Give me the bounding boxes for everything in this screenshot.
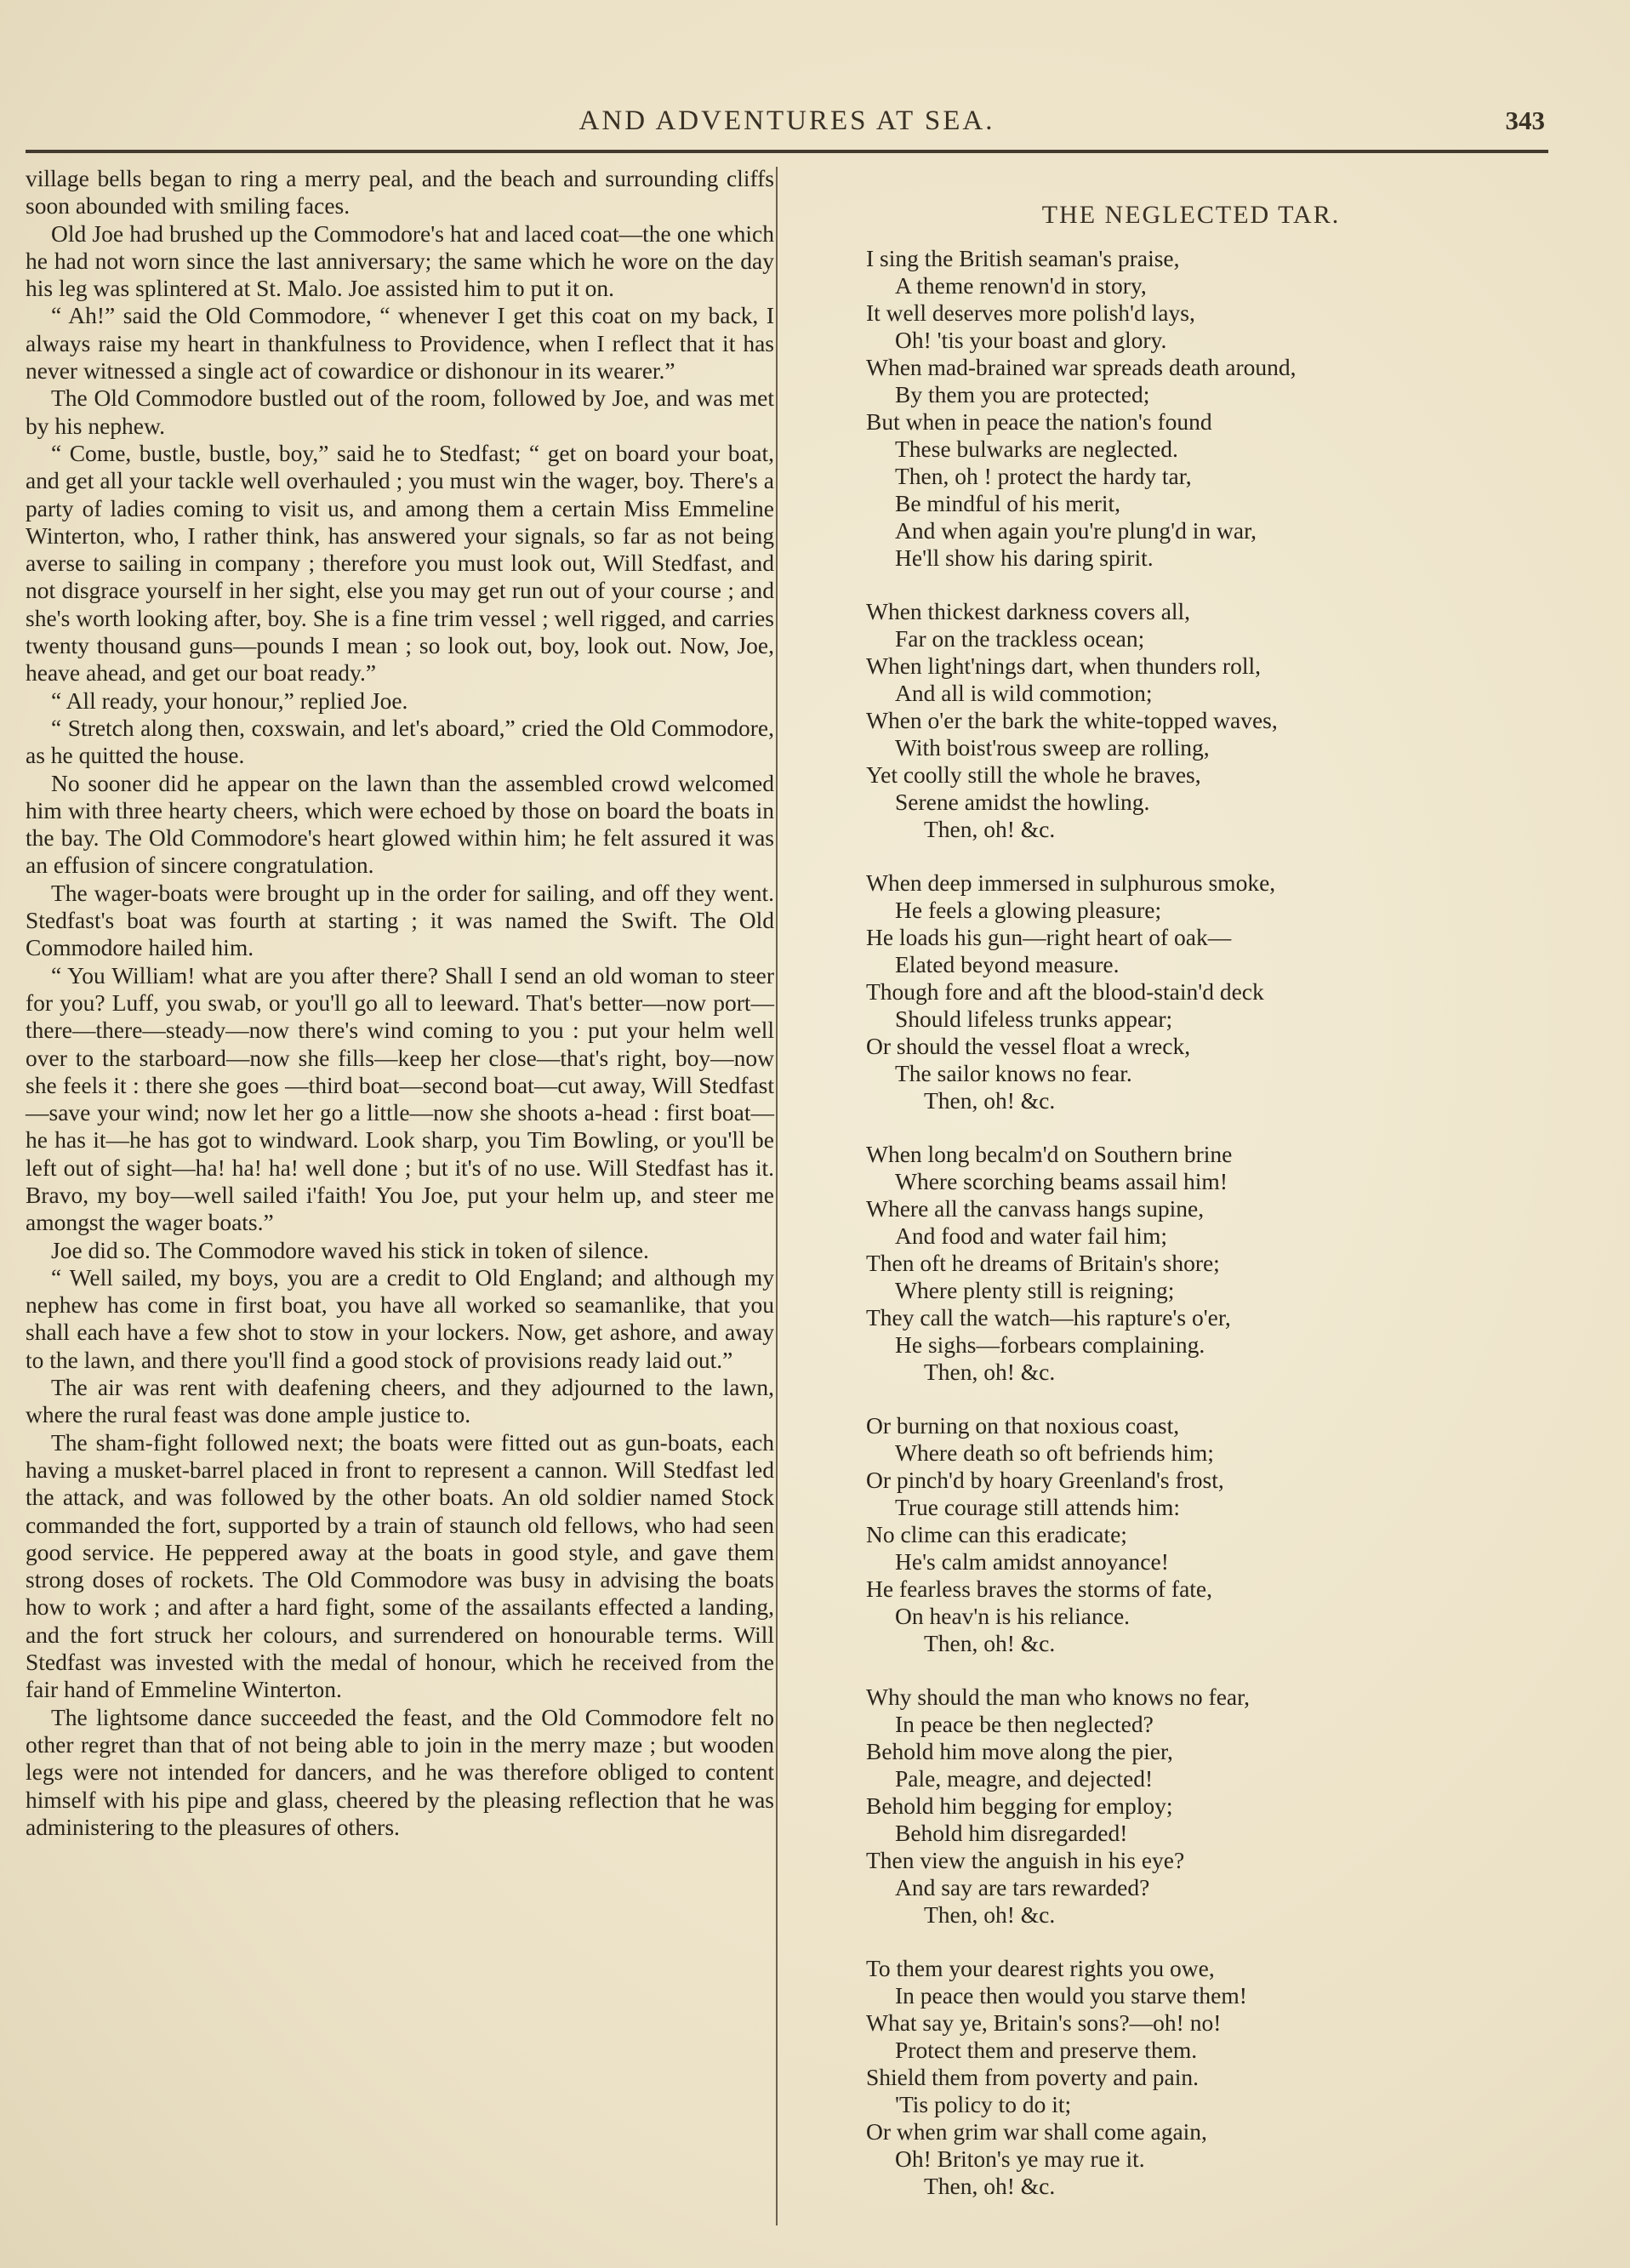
poem-line: 'Tis policy to do it; [895, 2091, 1072, 2117]
paragraph: village bells began to ring a merry peal, and the beach and surrounding cliffs soon abounded with smiling faces. [26, 165, 774, 219]
poem-line: And food and water fail him; [895, 1222, 1167, 1249]
poem-line: These bulwarks are neglected. [895, 436, 1178, 462]
poem-line: Where plenty still is reigning; [895, 1277, 1175, 1303]
poem-line: And say are tars rewarded? [895, 1874, 1150, 1900]
paragraph: The Old Commodore bustled out of the room, followed by Joe, and was met by his nephew. [26, 385, 774, 439]
poem-line: Then, oh! &c. [924, 1087, 1056, 1114]
paragraph: “ Well sailed, my boys, you are a credit to Old England; and although my nephew has come in first boat, you have all worked so seamanlike, that you shall each have a few shot to stow in your lockers. Now, get ashore, and away to the lawn, and there you'll find a good stock of provisions ready laid out.” [26, 1263, 774, 1373]
poem-line: Where all the canvass hangs supine, [866, 1195, 1205, 1222]
poem-line: And all is wild commotion; [895, 680, 1153, 706]
poem-line: To them your dearest rights you owe, [866, 1955, 1215, 1981]
poem-line: Or when grim war shall come again, [866, 2118, 1207, 2145]
poem-line: Elated beyond measure. [895, 951, 1120, 977]
poem-line: Behold him move along the pier, [866, 1738, 1173, 1764]
poem-line: When thickest darkness covers all, [866, 598, 1191, 624]
poem-line: Oh! Briton's ye may rue it. [895, 2145, 1145, 2172]
poem-line: In peace then would you starve them! [895, 1982, 1247, 2009]
poem-line: On heav'n is his reliance. [895, 1603, 1131, 1629]
poem-line: The sailor knows no fear. [895, 1060, 1132, 1086]
poem-line: True courage still attends him: [895, 1494, 1181, 1520]
poem-line: Where death so oft befriends him; [895, 1439, 1214, 1466]
poem-line: When deep immersed in sulphurous smoke, [866, 869, 1276, 896]
poem-line: Then, oh! &c. [924, 1630, 1056, 1656]
poem-line: In peace be then neglected? [895, 1711, 1154, 1737]
poem-line: Should lifeless trunks appear; [895, 1006, 1173, 1032]
paragraph: The sham-fight followed next; the boats were fitted out as gun-boats, each having a musket-barrel placed in front to represent a cannon. Will Stedfast led the attack, and was followed by the other boats. An old soldier named Stock commanded the fort, supported by a train of staunch old fellows, who had seen good service. He peppered away at the boats in good style, and gave them strong doses of rockets. The Old Commodore was busy in advising the boats how to work ; and after a hard fight, some of the assailants effected a landing, and the fort struck her colours, and surrendered on honourable terms. Will Stedfast was invested with the medal of honour, which he received from the fair hand of Emmeline Winterton. [26, 1428, 774, 1703]
poem-line: When light'nings dart, when thunders roll, [866, 652, 1261, 679]
poem-line: He loads his gun—right heart of oak— [866, 924, 1232, 950]
poem-stanza [866, 1684, 1564, 1929]
poem-line: I sing the British seaman's praise, [866, 245, 1180, 271]
poem-stanza [866, 1955, 1564, 2200]
poem-stanza [866, 598, 1564, 843]
poem-line: And when again you're plung'd in war, [895, 517, 1257, 544]
poem-line: Pale, meagre, and dejected! [895, 1765, 1154, 1792]
poem-line: Where scorching beams assail him! [895, 1168, 1228, 1194]
poem-stanza [866, 245, 1564, 572]
poem-line: Or should the vessel float a wreck, [866, 1033, 1191, 1059]
running-header [26, 100, 1548, 151]
poem-line: When mad-brained war spreads death around, [866, 354, 1297, 380]
poem-line: Protect them and preserve them. [895, 2037, 1198, 2063]
poem-line: With boist'rous sweep are rolling, [895, 734, 1210, 761]
poem-body [866, 245, 1564, 2226]
poem-title: THE NEGLECTED TAR. [1041, 201, 1341, 229]
poem-line: Then, oh! &c. [924, 1901, 1056, 1928]
paragraph: “ All ready, your honour,” replied Joe. [51, 687, 408, 714]
poem-line: Or burning on that noxious coast, [866, 1412, 1180, 1439]
paragraph: Joe did so. The Commodore waved his stick in token of silence. [51, 1236, 649, 1263]
paragraph: “ Come, bustle, bustle, boy,” said he to Stedfast; “ get on board your boat, and get all your tackle well overhauled ; you must win the wager, boy. There's a party of ladies coming to visit us, and among them a certain Miss Emmeline Winterton, who, I rather think, has answered your signals, so far as not being averse to sailing in company ; therefore you must look out, Will Stedfast, and not disgrace yourself in her sight, else you may get run out of your course ; and she's worth looking after, boy. She is a fine trim vessel ; well rigged, and carries twenty thousand guns—pounds I mean ; so look out, boy, look out. Now, Joe, heave ahead, and get our boat ready.” [26, 439, 774, 687]
poem-line: No clime can this eradicate; [866, 1521, 1127, 1547]
poem-line: Then, oh! &c. [924, 1359, 1056, 1385]
poem-line: He'll show his daring spirit. [895, 544, 1154, 571]
poem-stanza [866, 1141, 1564, 1386]
poem-line: Serene amidst the howling. [895, 789, 1150, 815]
left-column-text [26, 165, 774, 1841]
poem-line: Then view the anguish in his eye? [866, 1847, 1185, 1873]
paragraph: The air was rent with deafening cheers, and they adjourned to the lawn, where the rural feast was done ample justice to. [26, 1374, 774, 1428]
poem-stanza [866, 869, 1564, 1114]
paragraph: No sooner did he appear on the lawn than the assembled crowd welcomed him with three hearty cheers, which were echoed by those on board the boats in the bay. The Old Commodore's heart glowed within him; he felt assured it was an effusion of sincere congratulation. [26, 769, 774, 879]
poem-line: Then, oh ! protect the hardy tar, [895, 463, 1192, 489]
poem-line: Then oft he dreams of Britain's shore; [866, 1250, 1220, 1276]
paragraph: Old Joe had brushed up the Commodore's hat and laced coat—the one which he had not worn since the last anniversary; the same which he wore on the day his leg was splintered at St. Malo. Joe assisted him to put it on. [26, 219, 774, 302]
poem-line: They call the watch—his rapture's o'er, [866, 1304, 1231, 1331]
poem-line: He fearless braves the storms of fate, [866, 1576, 1212, 1602]
poem-line: Why should the man who knows no fear, [866, 1684, 1251, 1710]
poem-line: Though fore and aft the blood-stain'd deck [866, 978, 1264, 1005]
poem-line: He's calm amidst annoyance! [895, 1548, 1169, 1575]
column-divider [776, 167, 778, 2225]
poem-line: He feels a glowing pleasure; [895, 897, 1162, 923]
paragraph: “ Stretch along then, coxswain, and let's aboard,” cried the Old Commodore, as he quitted the house. [26, 714, 774, 769]
poem-line: A theme renown'd in story, [895, 272, 1147, 299]
poem-line: When long becalm'd on Southern brine [866, 1141, 1233, 1167]
poem-line: What say ye, Britain's sons?—oh! no! [866, 2009, 1222, 2036]
poem-line: Shield them from poverty and pain. [866, 2064, 1200, 2090]
poem-line: Oh! 'tis your boast and glory. [895, 327, 1167, 353]
poem-line: Then, oh! &c. [924, 816, 1056, 842]
poem-line: Far on the trackless ocean; [895, 625, 1145, 652]
poem-line: He sighs—forbears complaining. [895, 1331, 1205, 1358]
poem-line: Or pinch'd by hoary Greenland's frost, [866, 1467, 1224, 1493]
paragraph: “ You William! what are you after there? Shall I send an old woman to steer for you? Luff, you swab, or you'll go all to leeward. That's better—now port—there—there—steady—now there's wind coming to you : put your helm well over to the starboard—now she fills—keep her close—that's right, boy—now she feels it : there she goes —third boat—second boat—cut away, Will Stedfast—save your wind; now let her go a little—now she shoots a-head : first boat—he has it—he has got to windward. Look sharp, you Tim Bowling, or you'll be left out of sight—ha! ha! ha! well done ; but it's of no use. Will Stedfast has it. Bravo, my boy—well sailed i'faith! You Joe, put your helm up, and steer me amongst the wager boats.” [26, 961, 774, 1236]
paragraph: “ Ah!” said the Old Commodore, “ whenever I get this coat on my back, I always raise my heart in thankfulness to Providence, when I reflect that it has never witnessed a single act of cowardice or dishonour in its wearer.” [26, 302, 774, 385]
poem-line: By them you are protected; [895, 381, 1150, 407]
poem-line: When o'er the bark the white-topped waves, [866, 707, 1278, 733]
poem-line: Yet coolly still the whole he braves, [866, 761, 1201, 788]
paragraph: The wager-boats were brought up in the order for sailing, and off they went. Stedfast's boat was fourth at starting ; it was named the Swift. The Old Commodore hailed him. [26, 879, 774, 961]
header-rule [26, 150, 1548, 153]
page-number: 343 [1505, 105, 1545, 135]
poem-line: Be mindful of his merit, [895, 490, 1121, 516]
running-title: AND ADVENTURES AT SEA. [578, 105, 995, 136]
poem-line: Behold him begging for employ; [866, 1792, 1173, 1819]
poem-line: But when in peace the nation's found [866, 408, 1212, 435]
paragraph: The lightsome dance succeeded the feast, and the Old Commodore felt no other regret than that of not being able to join in the merry maze ; but wooden legs were not intended for dancers, and he was therefore obliged to content himself with his pipe and glass, cheered by the pleasing reflection that he was administering to the pleasures of others. [26, 1703, 774, 1840]
poem-line: Then, oh! &c. [924, 2173, 1056, 2199]
poem-stanza [866, 1412, 1564, 1657]
poem-line: Behold him disregarded! [895, 1820, 1128, 1846]
poem-line: It well deserves more polish'd lays, [866, 299, 1195, 326]
